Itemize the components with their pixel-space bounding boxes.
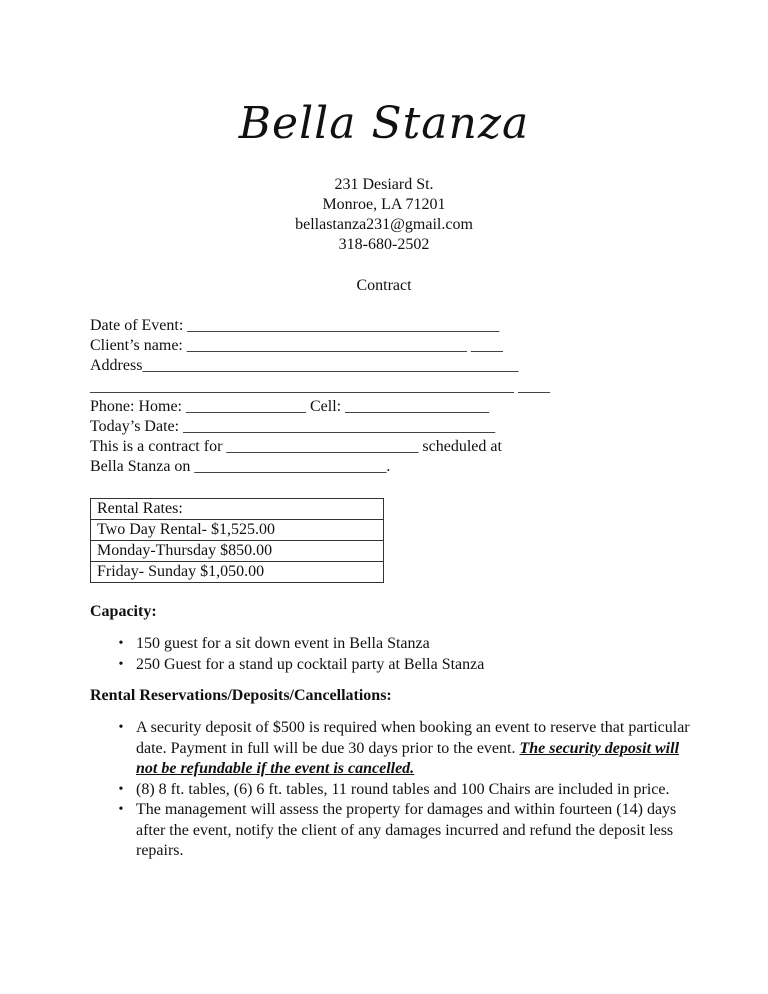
table-row <box>91 562 384 583</box>
bullet-icon: • <box>118 636 124 651</box>
list-item <box>90 655 690 676</box>
field-contract-on: Bella Stanza on ________________________. <box>90 458 391 476</box>
capacity-seated: 150 guest for a sit down event in Bella Stanza <box>136 635 430 652</box>
document-label: Contract <box>356 277 412 294</box>
reservations-list <box>90 718 690 862</box>
address-line-1: 231 Desiard St. <box>334 176 434 193</box>
capacity-standing: 250 Guest for a stand up cocktail party at Bella Stanza <box>136 655 485 673</box>
contact-block <box>0 175 768 255</box>
capacity-list <box>90 634 690 675</box>
bullet-icon: • <box>118 656 124 672</box>
list-item <box>90 800 690 862</box>
field-todays-date: Today’s Date: _______________________________________ <box>90 417 496 435</box>
field-address: Address_______________________________________________ <box>90 357 519 375</box>
damage-assessment-text: The management will assess the property for damages and within fourteen (14) days after the event, notify the client of any damages incurred and refund the deposit less repairs. <box>136 801 677 859</box>
rate-two-day: Two Day Rental- $1,525.00 <box>91 520 384 541</box>
address-line-2: Monroe, LA 71201 <box>322 196 446 213</box>
table-row <box>91 520 384 541</box>
list-item <box>90 634 690 655</box>
field-client-name: Client’s name: ___________________________________ ____ <box>90 337 503 355</box>
bullet-icon: • <box>118 802 124 817</box>
list-item <box>90 780 690 801</box>
business-name-title: Bella Stanza <box>238 98 530 149</box>
rate-weekday: Monday-Thursday $850.00 <box>91 541 384 562</box>
field-contract-for: This is a contract for ________________________ scheduled at <box>90 438 502 456</box>
field-phone: Phone: Home: _______________ Cell: __________________ <box>90 397 490 415</box>
rental-rates-table <box>90 498 384 583</box>
field-address-line-2: _____________________________________________________ ____ <box>90 377 550 395</box>
reservations-heading: Rental Reservations/Deposits/Cancellations: <box>90 687 392 704</box>
phone: 318-680-2502 <box>338 236 430 253</box>
list-item <box>90 718 690 780</box>
capacity-heading: Capacity: <box>90 603 157 620</box>
included-furniture-text: (8) 8 ft. tables, (6) 6 ft. tables, 11 round tables and 100 Chairs are included in price. <box>136 780 670 798</box>
deposit-text: A security deposit of $500 is required when booking an event to reserve that particular date. Payment in full will be due 30 days prior to the event. <box>136 719 690 757</box>
field-date-of-event: Date of Event: _______________________________________ <box>90 317 500 334</box>
rates-heading: Rental Rates: <box>91 499 384 520</box>
table-row <box>91 499 384 520</box>
rate-weekend: Friday- Sunday $1,050.00 <box>91 562 384 583</box>
table-row <box>91 541 384 562</box>
bullet-icon: • <box>118 781 124 797</box>
email: bellastanza231@gmail.com <box>295 216 473 233</box>
bullet-icon: • <box>118 720 124 735</box>
contract-fields <box>90 316 560 478</box>
deposit-refund-notice: The security deposit will not be refundable if the event is cancelled. <box>136 739 680 777</box>
